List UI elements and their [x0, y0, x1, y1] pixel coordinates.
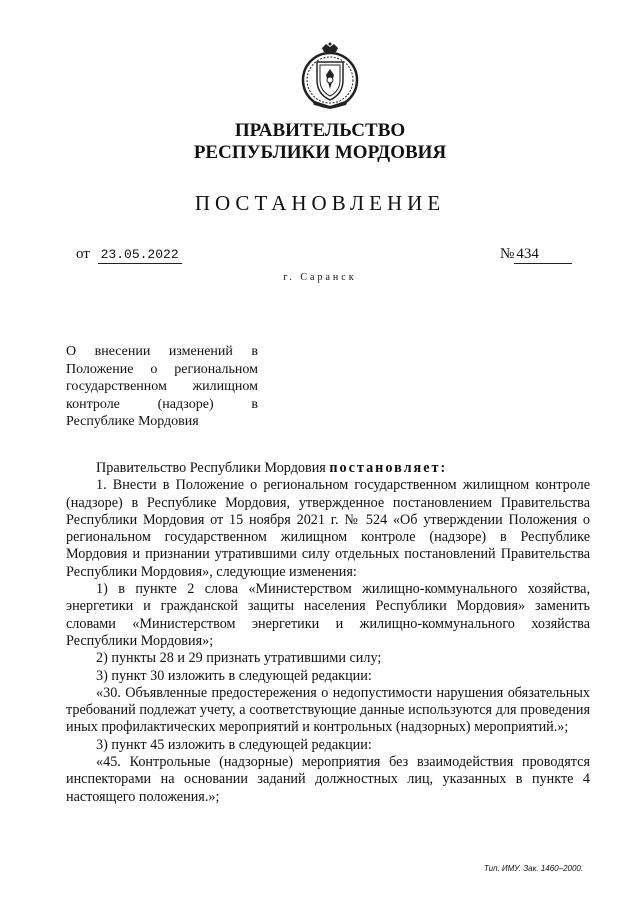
document-type-title: ПОСТАНОВЛЕНИЕ	[194, 191, 446, 215]
body-paragraph-6: 3) пункт 45 изложить в следующей редакции:	[96, 736, 372, 753]
coat-of-arms-icon	[300, 42, 360, 110]
body-paragraph-5: «30. Объявленные предостережения о недопустимости нарушения обязательных требований подлежат учету, а соответствующие данные используются для проведения иных профилактических мероприятий и контрольных (надзорных) мероприятий.»;	[66, 684, 590, 736]
number-line	[500, 246, 572, 264]
intro-emphasis: постановляет:	[329, 460, 448, 476]
date-line	[76, 246, 182, 263]
government-title	[0, 120, 640, 164]
body-paragraph-3: 2) пункты 28 и 29 признать утратившими силу;	[96, 650, 382, 667]
document-body	[66, 460, 590, 806]
date-prefix: от	[76, 246, 90, 262]
government-title-line1: ПРАВИТЕЛЬСТВО	[234, 120, 406, 141]
government-title-line2: РЕСПУБЛИКИ МОРДОВИЯ	[193, 142, 447, 163]
number-prefix: №	[500, 246, 515, 262]
document-date: 23.05.2022	[98, 247, 182, 264]
subject-text: О внесении изменений в Положение о региональном государственном жилищном контроле (надзоре) в Республике Мордовия	[66, 344, 258, 429]
body-paragraph-7: «45. Контрольные (надзорные) мероприятия без взаимодействия проводятся инспекторами на основании заданий должностных лиц, указанных в пункте 4 настоящего положения.»;	[66, 754, 590, 805]
document-number: 434	[514, 246, 572, 264]
city-label: г. Саранск	[283, 272, 357, 283]
body-paragraph-2: 1) в пункте 2 слова «Министерством жилищно-коммунального хозяйства, энергетики и гражданской защиты населения Республики Мордовия» заменить словами «Министерством энергетики и жилищно-коммунального хозяйства Республики Мордовия»;	[66, 581, 590, 649]
intro-paragraph	[66, 460, 590, 477]
body-paragraph-4: 3) пункт 30 изложить в следующей редакции:	[96, 667, 372, 684]
body-paragraph-1: 1. Внести в Положение о региональном государственном жилищном контроле (надзоре) в Республике Мордовия, утвержденное постановлением Правительства Республики Мордовия от 15 ноября 2021 г. № 524 «Об утверждении Положения о региональном государственном жилищном контроле (надзоре) в Республике Мордовия и признании утратившими силу отдельных постановлений Правительства Республики Мордовия», следующие изменения:	[66, 477, 590, 580]
subject-block	[66, 343, 258, 431]
intro-text: Правительство Республики Мордовия	[96, 460, 330, 476]
print-note: Тип. ИМУ. Зак. 1460–2000.	[484, 864, 584, 873]
